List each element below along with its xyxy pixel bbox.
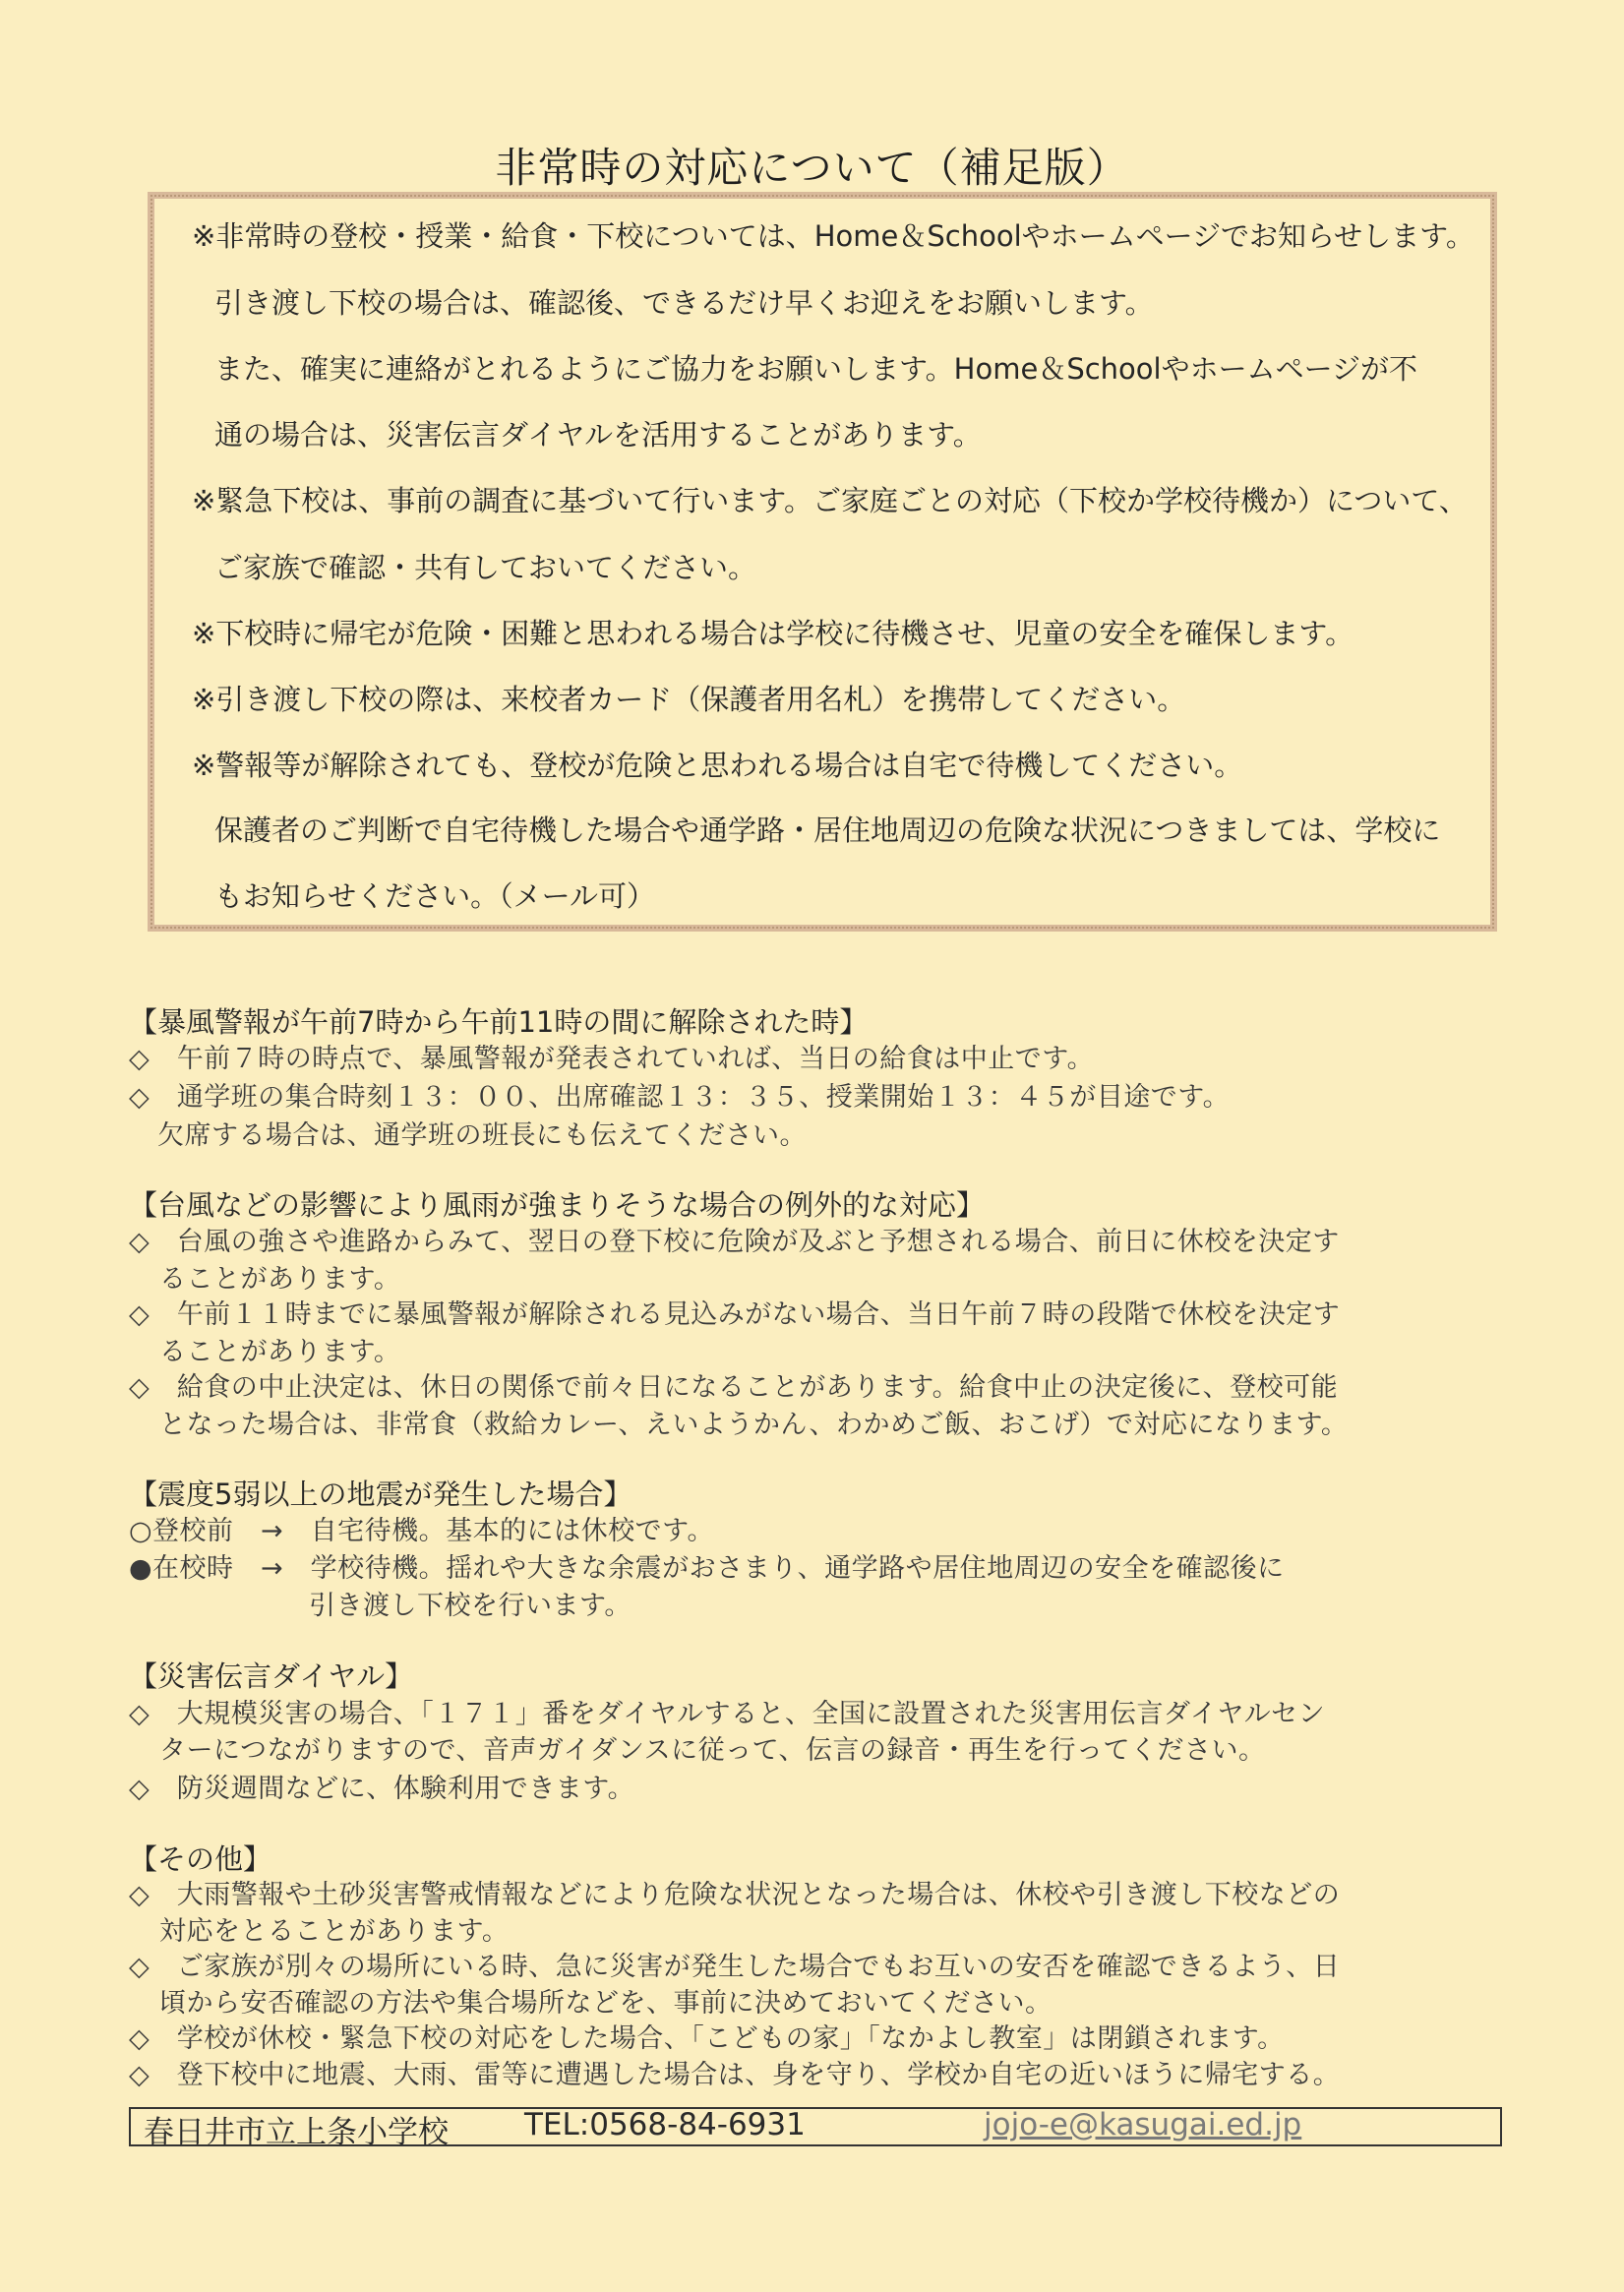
list-item: ◇ ご家族が別々の場所にいる時、急に災害が発生した場合でもお互いの安否を確認できるよう、日 [129,1952,1341,1982]
page-title: 非常時の対応について（補足版） [495,144,1129,192]
list-item: となった場合は、非常食（救給カレー、えいようかん、わかめご飯、おこげ）で対応になります。 [159,1410,1349,1440]
list-item: ◇ 大雨警報や土砂災害警戒情報などにより危険な状況となった場合は、休校や引き渡し下校などの [129,1880,1341,1910]
list-item: ◇ 午前７時の時点で、暴風警報が発表されていれば、当日の給食は中止です。 [129,1044,1095,1074]
list-item: ◇ 大規模災害の場合、「１７１」番をダイヤルすると、全国に設置された災害用伝言ダイヤルセン [129,1699,1326,1729]
list-item: 対応をとることがあります。 [159,1916,510,1947]
list-item: ◇ 通学班の集合時刻１３：００、出席確認１３：３５、授業開始１３：４５が目途です。 [129,1082,1231,1113]
notice-line: ※下校時に帰宅が危険・困難と思われる場合は学校に待機させ、児童の安全を確保します。 [192,617,1354,650]
notice-line: もお知らせください。（メール可） [214,879,656,913]
notice-line: ※緊急下校は、事前の調査に基づいて行います。ご家庭ごとの対応（下校か学校待機か）について、 [192,484,1468,517]
section-title-other: 【その他】 [129,1842,272,1876]
notice-line: ※非常時の登校・授業・給食・下校については、Home＆Schoolやホームページでお知らせします。 [192,219,1474,253]
notice-line: また、確実に連絡がとれるようにご協力をお願いします。Home＆Schoolやホームページが不 [214,352,1418,386]
list-item: ◇ 学校が休校・緊急下校の対応をした場合、「こどもの家」「なかよし教室」は閉鎖されます。 [129,2023,1285,2054]
list-item: ◇ 給食の中止決定は、休日の関係で前々日になることがあります。給食中止の決定後に、登校可能 [129,1372,1339,1403]
section-title-typhoon: 【台風などの影響により風雨が強まりそうな場合の例外的な対応】 [129,1188,986,1222]
list-item: ◇ 午前１１時までに暴風警報が解除される見込みがない場合、当日午前７時の段階で休校を決定す [129,1299,1341,1330]
footer-school-name: 春日井市立上条小学校 [144,2115,449,2150]
notice-line: ※警報等が解除されても、登校が危険と思われる場合は自宅で待機してください。 [192,749,1243,782]
footer-phone: TEL:0568-84-6931 [524,2107,806,2142]
notice-line: ※引き渡し下校の際は、来校者カード（保護者用名札）を携帯してください。 [192,683,1186,716]
list-item: ることがあります。 [159,1337,401,1367]
footer-email-link[interactable]: jojo-e@kasugai.ed.jp [984,2107,1302,2142]
list-item: ●在校時 → 学校待機。揺れや大きな余震がおさまり、通学路や居住地周辺の安全を確認後に [129,1553,1285,1584]
list-item: ◇ 登下校中に地震、大雨、雷等に遭遇した場合は、身を守り、学校か自宅の近いほうに帰宅する。 [129,2060,1341,2090]
section-title-storm: 【暴風警報が午前7時から午前11時の間に解除された時】 [129,1005,869,1039]
list-item: 頃から安否確認の方法や集合場所などを、事前に決めておいてください。 [159,1988,1053,2019]
notice-line: 保護者のご判断で自宅待機した場合や通学路・居住地周辺の危険な状況につきましては、学校に [214,814,1441,847]
list-item: 欠席する場合は、通学班の班長にも伝えてください。 [157,1120,807,1151]
list-item: ることがあります。 [159,1264,401,1295]
list-item: 引き渡し下校を行います。 [309,1591,632,1621]
list-item: ターにつながりますので、音声ガイダンスに従って、伝言の録音・再生を行ってください。 [159,1735,1266,1766]
list-item: ○登校前 → 自宅待機。基本的には休校です。 [129,1516,715,1546]
notice-line: ご家族で確認・共有しておいてください。 [214,551,757,584]
notice-line: 引き渡し下校の場合は、確認後、できるだけ早くお迎えをお願いします。 [214,286,1154,320]
section-title-quake: 【震度5弱以上の地震が発生した場合】 [129,1478,632,1511]
section-title-dial: 【災害伝言ダイヤル】 [129,1659,414,1693]
list-item: ◇ 防災週間などに、体験利用できます。 [129,1774,635,1804]
list-item: ◇ 台風の強さや進路からみて、翌日の登下校に危険が及ぶと予想される場合、前日に休校を決定す [129,1227,1340,1257]
notice-line: 通の場合は、災害伝言ダイヤルを活用することがあります。 [214,418,982,452]
